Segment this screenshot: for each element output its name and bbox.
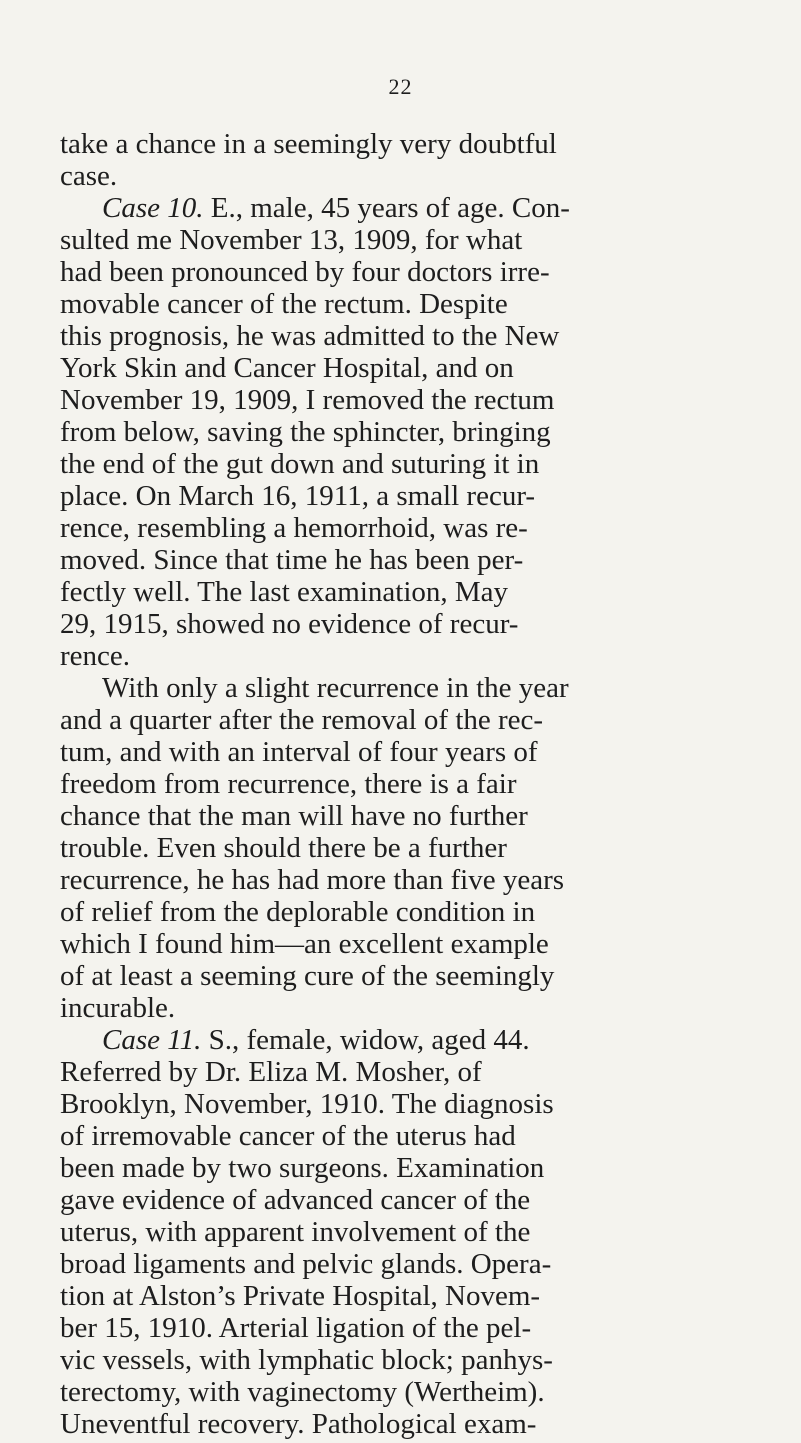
text-line	[60, 1344, 740, 1376]
text-line	[60, 672, 740, 704]
text-line	[60, 320, 740, 352]
line-text: incurable.	[60, 992, 176, 1024]
line-text: S., female, widow, aged 44.	[201, 1024, 530, 1056]
line-text: tion at Alston’s Private Hospital, Novem-	[60, 1280, 541, 1312]
text-line	[60, 1280, 740, 1312]
line-text: 29, 1915, showed no evidence of recur-	[60, 608, 519, 640]
text-line	[60, 1056, 740, 1088]
line-text: freedom from recurrence, there is a fair	[60, 768, 517, 800]
text-line	[60, 448, 740, 480]
line-text: rence.	[60, 640, 131, 672]
text-line	[60, 704, 740, 736]
text-line	[60, 1152, 740, 1184]
case-heading: Case 11.	[102, 1024, 202, 1056]
line-text: ber 15, 1910. Arterial ligation of the pel-	[60, 1312, 532, 1344]
text-line	[60, 736, 740, 768]
text-line	[60, 1088, 740, 1120]
line-text: uterus, with apparent involvement of the	[60, 1216, 531, 1248]
text-line	[60, 640, 740, 672]
line-text: terectomy, with vaginectomy (Wertheim).	[60, 1376, 545, 1408]
text-line	[60, 480, 740, 512]
line-text: Referred by Dr. Eliza M. Mosher, of	[60, 1056, 482, 1088]
text-line	[60, 864, 740, 896]
line-text: case.	[60, 160, 118, 192]
line-text: had been pronounced by four doctors irre-	[60, 256, 550, 288]
line-text: E., male, 45 years of age. Con-	[203, 192, 570, 224]
text-line	[60, 928, 740, 960]
text-line	[60, 128, 740, 160]
text-line	[60, 256, 740, 288]
line-text: of irremovable cancer of the uterus had	[60, 1120, 516, 1152]
line-text: chance that the man will have no further	[60, 800, 528, 832]
text-line	[60, 352, 740, 384]
text-line	[60, 608, 740, 640]
line-text: tum, and with an interval of four years of	[60, 736, 538, 768]
line-text: of relief from the deplorable condition in	[60, 896, 536, 928]
text-line	[60, 512, 740, 544]
line-text: take a chance in a seemingly very doubtful	[60, 128, 557, 160]
text-line	[60, 992, 740, 1024]
line-text: broad ligaments and pelvic glands. Opera-	[60, 1248, 552, 1280]
text-line	[60, 416, 740, 448]
text-line	[60, 1024, 740, 1056]
line-text: and a quarter after the removal of the rec-	[60, 704, 544, 736]
page-body-text	[60, 128, 740, 1440]
text-line	[60, 960, 740, 992]
text-line	[60, 1248, 740, 1280]
text-line	[60, 1312, 740, 1344]
line-text: gave evidence of advanced cancer of the	[60, 1184, 531, 1216]
text-line	[60, 1120, 740, 1152]
text-line	[60, 544, 740, 576]
line-text: rence, resembling a hemorrhoid, was re-	[60, 512, 528, 544]
text-line	[60, 1376, 740, 1408]
case-heading: Case 10.	[102, 192, 204, 224]
text-line	[60, 1216, 740, 1248]
text-line	[60, 384, 740, 416]
line-text: of at least a seeming cure of the seemingly	[60, 960, 555, 992]
line-text: fectly well. The last examination, May	[60, 576, 509, 608]
line-text: recurrence, he has had more than five years	[60, 864, 565, 896]
text-line	[60, 1184, 740, 1216]
line-text: from below, saving the sphincter, bringing	[60, 416, 551, 448]
line-text: With only a slight recurrence in the year	[102, 672, 569, 704]
line-text: vic vessels, with lymphatic block; panhys-	[60, 1344, 553, 1376]
text-line	[60, 768, 740, 800]
line-text: movable cancer of the rectum. Despite	[60, 288, 508, 320]
line-text: this prognosis, he was admitted to the New	[60, 320, 560, 352]
text-line	[60, 288, 740, 320]
text-line	[60, 192, 740, 224]
text-line	[60, 896, 740, 928]
line-text: trouble. Even should there be a further	[60, 832, 507, 864]
text-line	[60, 576, 740, 608]
line-text: moved. Since that time he has been per-	[60, 544, 524, 576]
text-line	[60, 800, 740, 832]
line-text: Uneventful recovery. Pathological exam-	[60, 1408, 537, 1440]
line-text: November 19, 1909, I removed the rectum	[60, 384, 555, 416]
text-line	[60, 224, 740, 256]
text-line	[60, 1408, 740, 1440]
text-line	[60, 832, 740, 864]
page-number: 22	[388, 74, 413, 99]
line-text: place. On March 16, 1911, a small recur-	[60, 480, 536, 512]
line-text: sulted me November 13, 1909, for what	[60, 224, 523, 256]
line-text: Brooklyn, November, 1910. The diagnosis	[60, 1088, 554, 1120]
text-line	[60, 160, 740, 192]
line-text: which I found him—an excellent example	[60, 928, 549, 960]
line-text: been made by two surgeons. Examination	[60, 1152, 545, 1184]
line-text: the end of the gut down and suturing it in	[60, 448, 540, 480]
line-text: York Skin and Cancer Hospital, and on	[60, 352, 514, 384]
